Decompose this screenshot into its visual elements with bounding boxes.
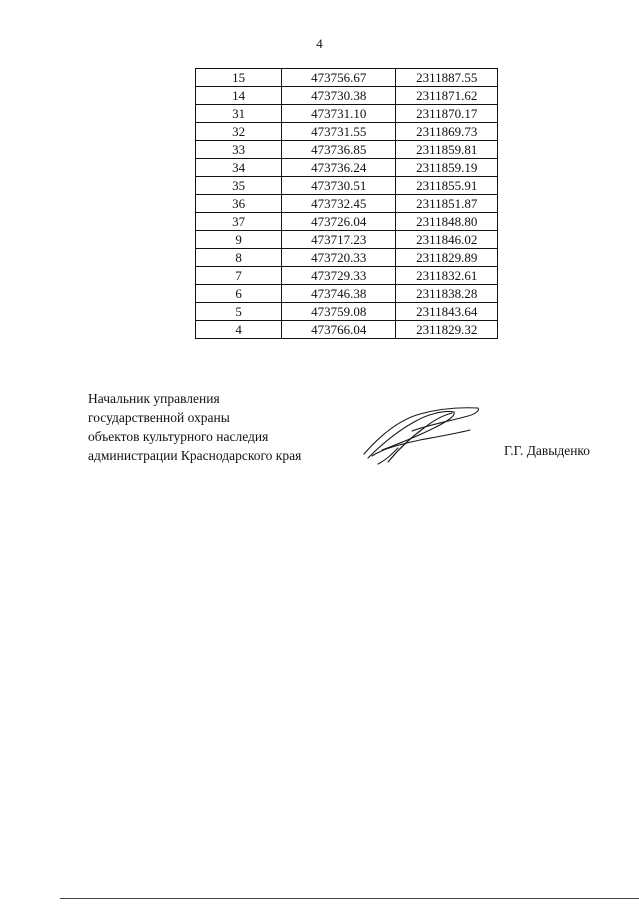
x-coordinate-cell: 473730.38 xyxy=(282,87,396,105)
point-number-cell: 37 xyxy=(196,213,282,231)
table-row xyxy=(196,303,498,321)
position-line-1: Начальник управления xyxy=(88,391,220,406)
point-number-cell: 6 xyxy=(196,285,282,303)
x-coordinate-cell: 473746.38 xyxy=(282,285,396,303)
y-coordinate-cell: 2311838.28 xyxy=(396,285,498,303)
table-row xyxy=(196,321,498,339)
y-coordinate-cell: 2311829.89 xyxy=(396,249,498,267)
y-coordinate-cell: 2311887.55 xyxy=(396,69,498,87)
y-coordinate-cell: 2311859.19 xyxy=(396,159,498,177)
point-number-cell: 36 xyxy=(196,195,282,213)
x-coordinate-cell: 473731.10 xyxy=(282,105,396,123)
point-number-cell: 32 xyxy=(196,123,282,141)
point-number-cell: 14 xyxy=(196,87,282,105)
x-coordinate-cell: 473756.67 xyxy=(282,69,396,87)
x-coordinate-cell: 473732.45 xyxy=(282,195,396,213)
handwritten-signature xyxy=(358,398,488,468)
y-coordinate-cell: 2311859.81 xyxy=(396,141,498,159)
y-coordinate-cell: 2311832.61 xyxy=(396,267,498,285)
y-coordinate-cell: 2311870.17 xyxy=(396,105,498,123)
x-coordinate-cell: 473730.51 xyxy=(282,177,396,195)
point-number-cell: 31 xyxy=(196,105,282,123)
table-row xyxy=(196,87,498,105)
x-coordinate-cell: 473729.33 xyxy=(282,267,396,285)
signer-name: Г.Г. Давыденко xyxy=(504,443,591,458)
table-row xyxy=(196,123,498,141)
table-row xyxy=(196,69,498,87)
y-coordinate-cell: 2311843.64 xyxy=(396,303,498,321)
x-coordinate-cell: 473731.55 xyxy=(282,123,396,141)
page-number: 4 xyxy=(316,36,323,51)
point-number-cell: 33 xyxy=(196,141,282,159)
y-coordinate-cell: 2311851.87 xyxy=(396,195,498,213)
position-line-2: государственной охраны xyxy=(88,410,230,425)
point-number-cell: 7 xyxy=(196,267,282,285)
x-coordinate-cell: 473736.24 xyxy=(282,159,396,177)
point-number-cell: 9 xyxy=(196,231,282,249)
table-row xyxy=(196,195,498,213)
signatory-position xyxy=(88,389,301,465)
position-line-4: администрации Краснодарского края xyxy=(88,448,302,463)
table-row xyxy=(196,249,498,267)
x-coordinate-cell: 473766.04 xyxy=(282,321,396,339)
coordinates-table-body xyxy=(196,69,498,339)
table-row xyxy=(196,159,498,177)
y-coordinate-cell: 2311848.80 xyxy=(396,213,498,231)
coordinates-table xyxy=(195,68,498,339)
x-coordinate-cell: 473726.04 xyxy=(282,213,396,231)
point-number-cell: 34 xyxy=(196,159,282,177)
point-number-cell: 15 xyxy=(196,69,282,87)
table-row xyxy=(196,285,498,303)
table-row xyxy=(196,105,498,123)
y-coordinate-cell: 2311846.02 xyxy=(396,231,498,249)
bottom-rule xyxy=(60,898,639,899)
table-row xyxy=(196,141,498,159)
table-row xyxy=(196,177,498,195)
x-coordinate-cell: 473717.23 xyxy=(282,231,396,249)
table-row xyxy=(196,231,498,249)
y-coordinate-cell: 2311829.32 xyxy=(396,321,498,339)
position-line-3: объектов культурного наследия xyxy=(88,429,269,444)
table-row xyxy=(196,267,498,285)
y-coordinate-cell: 2311871.62 xyxy=(396,87,498,105)
y-coordinate-cell: 2311869.73 xyxy=(396,123,498,141)
x-coordinate-cell: 473720.33 xyxy=(282,249,396,267)
point-number-cell: 8 xyxy=(196,249,282,267)
y-coordinate-cell: 2311855.91 xyxy=(396,177,498,195)
point-number-cell: 5 xyxy=(196,303,282,321)
point-number-cell: 4 xyxy=(196,321,282,339)
x-coordinate-cell: 473759.08 xyxy=(282,303,396,321)
table-row xyxy=(196,213,498,231)
point-number-cell: 35 xyxy=(196,177,282,195)
x-coordinate-cell: 473736.85 xyxy=(282,141,396,159)
